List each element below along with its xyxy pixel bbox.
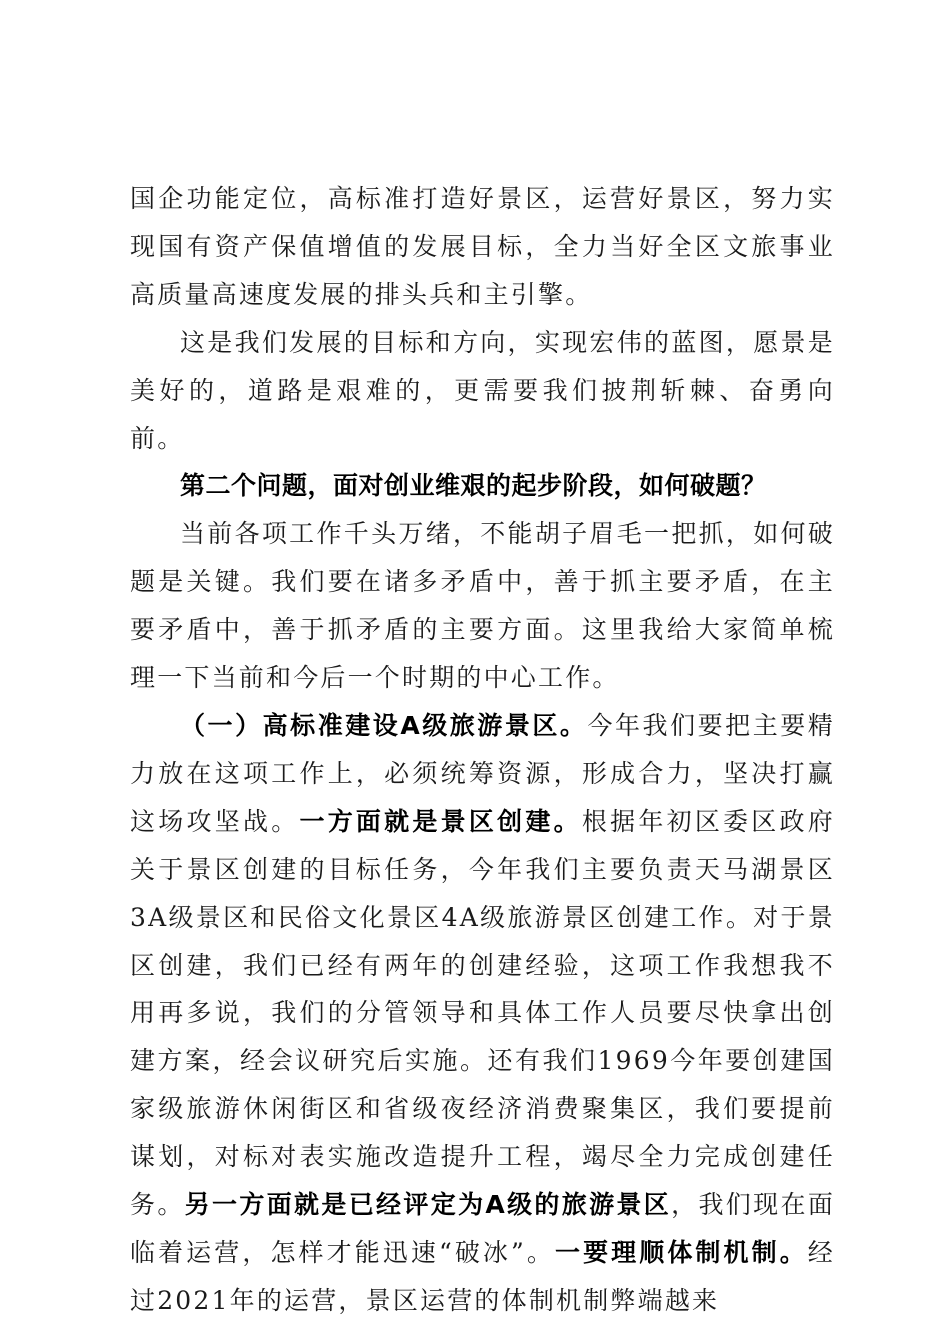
emphasis-mechanism: 一要理顺体制机制。	[554, 1237, 808, 1267]
paragraph-goal-direction	[130, 319, 835, 463]
section-heading-second-question	[130, 462, 835, 510]
paragraph-continuation	[130, 175, 835, 319]
paragraph-text: 这是我们发展的目标和方向，实现宏伟的蓝图，愿景是美好的，道路是艰难的，更需要我们披荆斩棘、奋勇向前。	[130, 327, 835, 453]
emphasis-rated-scenic-areas: 另一方面就是已经评定为A级的旅游景区	[184, 1190, 672, 1220]
paragraph-text: 根据年初区委区政府关于景区创建的目标任务，今年我们主要负责天马湖景区3A级景区和民俗文化景区4A级旅游景区创建工作。对于景区创建，我们已经有两年的创建经验，这项工作我想我不用再多说，我们的分管领导和具体工作人员要尽快拿出创建方案，经会议研究后实施。还有我们1969今年要创建国家级旅游休闲街区和省级夜经济消费聚集区，我们要提前谋划，对标对表实施改造提升工程，竭尽全力完成创建任务。	[130, 806, 835, 1220]
paragraph-text: ，我们现在面临着运营，怎样才能迅速“破冰”。	[130, 1190, 836, 1267]
paragraph-a-level-scenic-area	[130, 702, 835, 1325]
emphasis-scenic-creation: 一方面就是景区创建。	[299, 806, 582, 836]
paragraph-current-work	[130, 510, 835, 702]
paragraph-text: 国企功能定位，高标准打造好景区，运营好景区，努力实现国有资产保值增值的发展目标，全力当好全区文旅事业高质量高速度发展的排头兵和主引擎。	[130, 184, 835, 309]
paragraph-text: 当前各项工作千头万绪，不能胡子眉毛一把抓，如何破题是关键。我们要在诸多矛盾中，善于抓主要矛盾，在主要矛盾中，善于抓矛盾的主要方面。这里我给大家简单梳理一下当前和今后一个时期的中心工作。	[130, 519, 835, 693]
heading-text: 第二个问题，面对创业维艰的起步阶段，如何破题？	[180, 471, 767, 501]
paragraph-text: 今年我们要把主要精力放在这项工作上，必须统筹资源，形成合力，坚决打赢这场攻坚战。	[130, 710, 835, 836]
subheading-a-level-construction: （一）高标准建设A级旅游景区。	[180, 710, 588, 740]
document-body	[130, 175, 835, 1325]
paragraph-text: 经过2021年的运营，景区运营的体制机制弊端越来	[130, 1237, 835, 1315]
